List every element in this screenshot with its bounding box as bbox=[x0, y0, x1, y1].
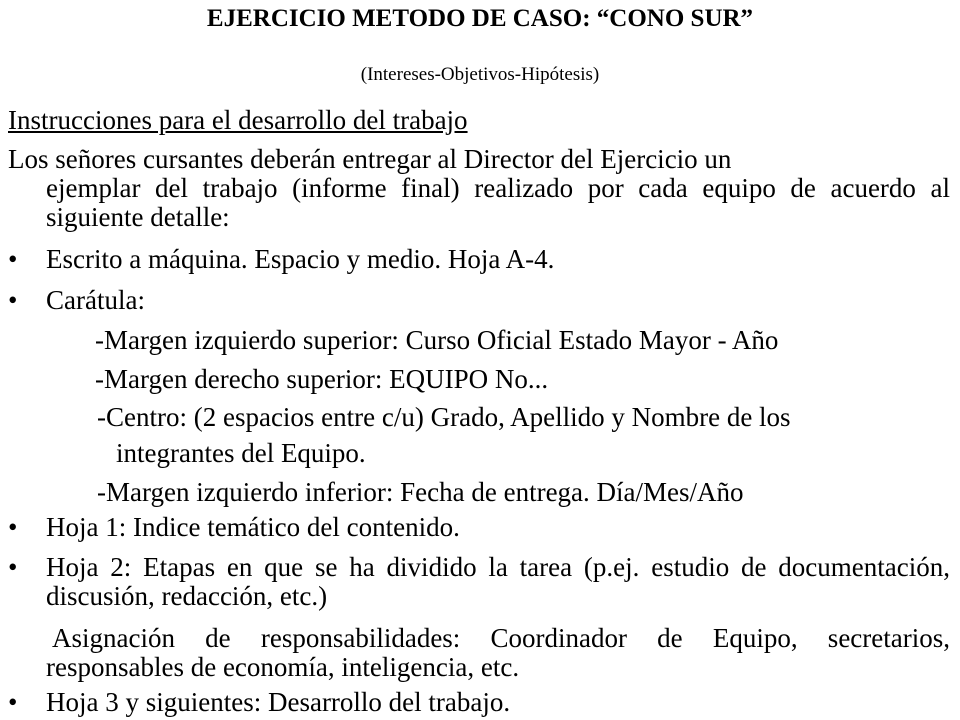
list-item-text: Hoja 1: Indice temático del contenido. bbox=[46, 512, 460, 542]
section-heading: Instrucciones para el desarrollo del trabajo bbox=[8, 105, 468, 135]
list-item bbox=[8, 553, 950, 611]
page-subtitle: (Intereses-Objetivos-Hipótesis) bbox=[360, 64, 600, 85]
intro-first-line: Los señores cursantes deberán entregar al Director del Ejercicio un bbox=[8, 144, 732, 174]
list-item bbox=[8, 245, 950, 274]
caratula-item: -Margen derecho superior: EQUIPO No... bbox=[95, 364, 549, 394]
assignment-paragraph bbox=[46, 624, 950, 682]
bullet-icon: • bbox=[8, 244, 18, 274]
list-item bbox=[8, 286, 950, 315]
list-item-text: Hoja 2: Etapas en que se ha dividido la tarea (p.ej. estudio de documentación, discusión, redacción, etc.) bbox=[46, 552, 950, 611]
bullet-icon: • bbox=[8, 512, 18, 542]
list-item bbox=[8, 513, 950, 542]
intro-paragraph bbox=[8, 145, 950, 232]
bullet-icon: • bbox=[8, 285, 18, 315]
caratula-item: -Centro: (2 espacios entre c/u) Grado, Apellido y Nombre de los bbox=[97, 402, 791, 432]
list-item bbox=[8, 688, 950, 717]
caratula-item: integrantes del Equipo. bbox=[116, 438, 366, 468]
bullet-icon: • bbox=[8, 687, 18, 717]
list-item-text: Carátula: bbox=[46, 285, 145, 315]
caratula-item: -Margen izquierdo inferior: Fecha de entrega. Día/Mes/Año bbox=[97, 477, 744, 507]
bullet-icon: • bbox=[8, 552, 18, 582]
list-item-text: Hoja 3 y siguientes: Desarrollo del trabajo. bbox=[46, 687, 511, 717]
page-title: EJERCICIO METODO DE CASO: “CONO SUR” bbox=[206, 5, 754, 32]
caratula-item: -Margen izquierdo superior: Curso Oficial Estado Mayor - Año bbox=[95, 325, 779, 355]
list-item-text: Escrito a máquina. Espacio y medio. Hoja A-4. bbox=[46, 244, 555, 274]
intro-continuation: ejemplar del trabajo (informe final) realizado por cada equipo de acuerdo al siguiente detalle: bbox=[46, 173, 950, 232]
assignment-text: Asignación de responsabilidades: Coordinador de Equipo, secretarios, responsables de economía, inteligencia, etc. bbox=[46, 623, 950, 682]
